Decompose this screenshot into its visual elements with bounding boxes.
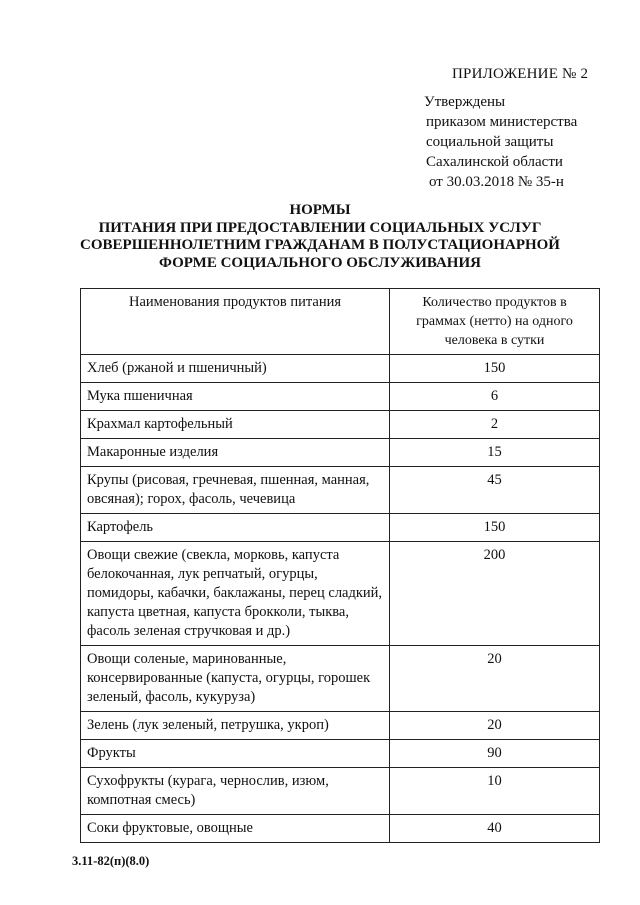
quantity-cell: 15 (390, 439, 600, 467)
quantity-cell: 90 (390, 740, 600, 768)
quantity-cell: 150 (390, 514, 600, 542)
approval-line: Утверждены (424, 94, 506, 110)
table-row (81, 355, 600, 383)
product-name-cell: Овощи соленые, маринованные, консервированные (капуста, огурцы, горошек зеленый, фасоль, кукуруза) (81, 646, 390, 712)
quantity-cell: 6 (390, 383, 600, 411)
document-code: 3.11-82(п)(8.0) (72, 854, 150, 868)
header-quantity: Количество продуктов в граммах (нетто) на одного человека в сутки (390, 289, 600, 355)
quantity-cell: 10 (390, 768, 600, 815)
product-name-cell: Хлеб (ржаной и пшеничный) (81, 355, 390, 383)
title-line: НОРМЫ (289, 202, 351, 218)
product-name-cell: Сухофрукты (курага, чернослив, изюм, компотная смесь) (81, 768, 390, 815)
approval-line: от 30.03.2018 № 35-н (429, 174, 564, 190)
title-line: ПИТАНИЯ ПРИ ПРЕДОСТАВЛЕНИИ СОЦИАЛЬНЫХ УСЛУГ (98, 219, 542, 236)
quantity-cell: 20 (390, 646, 600, 712)
product-name-cell: Соки фруктовые, овощные (81, 815, 390, 843)
product-name-cell: Крахмал картофельный (81, 411, 390, 439)
table-row (81, 768, 600, 815)
quantity-cell: 40 (390, 815, 600, 843)
approval-line: приказом министерства (426, 114, 578, 130)
quantity-cell: 20 (390, 712, 600, 740)
nutrition-norms-table (80, 288, 600, 843)
title-line: ФОРМЕ СОЦИАЛЬНОГО ОБСЛУЖИВАНИЯ (159, 254, 481, 271)
table-row (81, 439, 600, 467)
table-row (81, 740, 600, 768)
quantity-cell: 2 (390, 411, 600, 439)
table-row (81, 411, 600, 439)
quantity-cell: 200 (390, 542, 600, 646)
title-line: СОВЕРШЕННОЛЕТНИМ ГРАЖДАНАМ В ПОЛУСТАЦИОНАРНОЙ (80, 237, 560, 253)
header-product-name: Наименования продуктов питания (81, 289, 390, 355)
table-row (81, 383, 600, 411)
product-name-cell: Крупы (рисовая, гречневая, пшенная, манная, овсяная); горох, фасоль, чечевица (81, 467, 390, 514)
approval-block (424, 92, 577, 192)
appendix-label: ПРИЛОЖЕНИЕ № 2 (452, 66, 589, 82)
approval-line: Сахалинской области (426, 154, 563, 170)
document-title (60, 202, 580, 272)
table-row (81, 815, 600, 843)
product-name-cell: Зелень (лук зеленый, петрушка, укроп) (81, 712, 390, 740)
quantity-cell: 150 (390, 355, 600, 383)
table-row (81, 542, 600, 646)
table-header-row (81, 289, 600, 355)
table-row (81, 467, 600, 514)
table-row (81, 514, 600, 542)
table-row (81, 646, 600, 712)
product-name-cell: Мука пшеничная (81, 383, 390, 411)
product-name-cell: Овощи свежие (свекла, морковь, капуста белокочанная, лук репчатый, огурцы, помидоры, кабачки, баклажаны, перец сладкий, капуста цветная, капуста брокколи, тыква, фасоль зеленая стручковая и др.) (81, 542, 390, 646)
product-name-cell: Фрукты (81, 740, 390, 768)
product-name-cell: Макаронные изделия (81, 439, 390, 467)
table-row (81, 712, 600, 740)
quantity-cell: 45 (390, 467, 600, 514)
approval-line: социальной защиты (426, 134, 554, 150)
product-name-cell: Картофель (81, 514, 390, 542)
